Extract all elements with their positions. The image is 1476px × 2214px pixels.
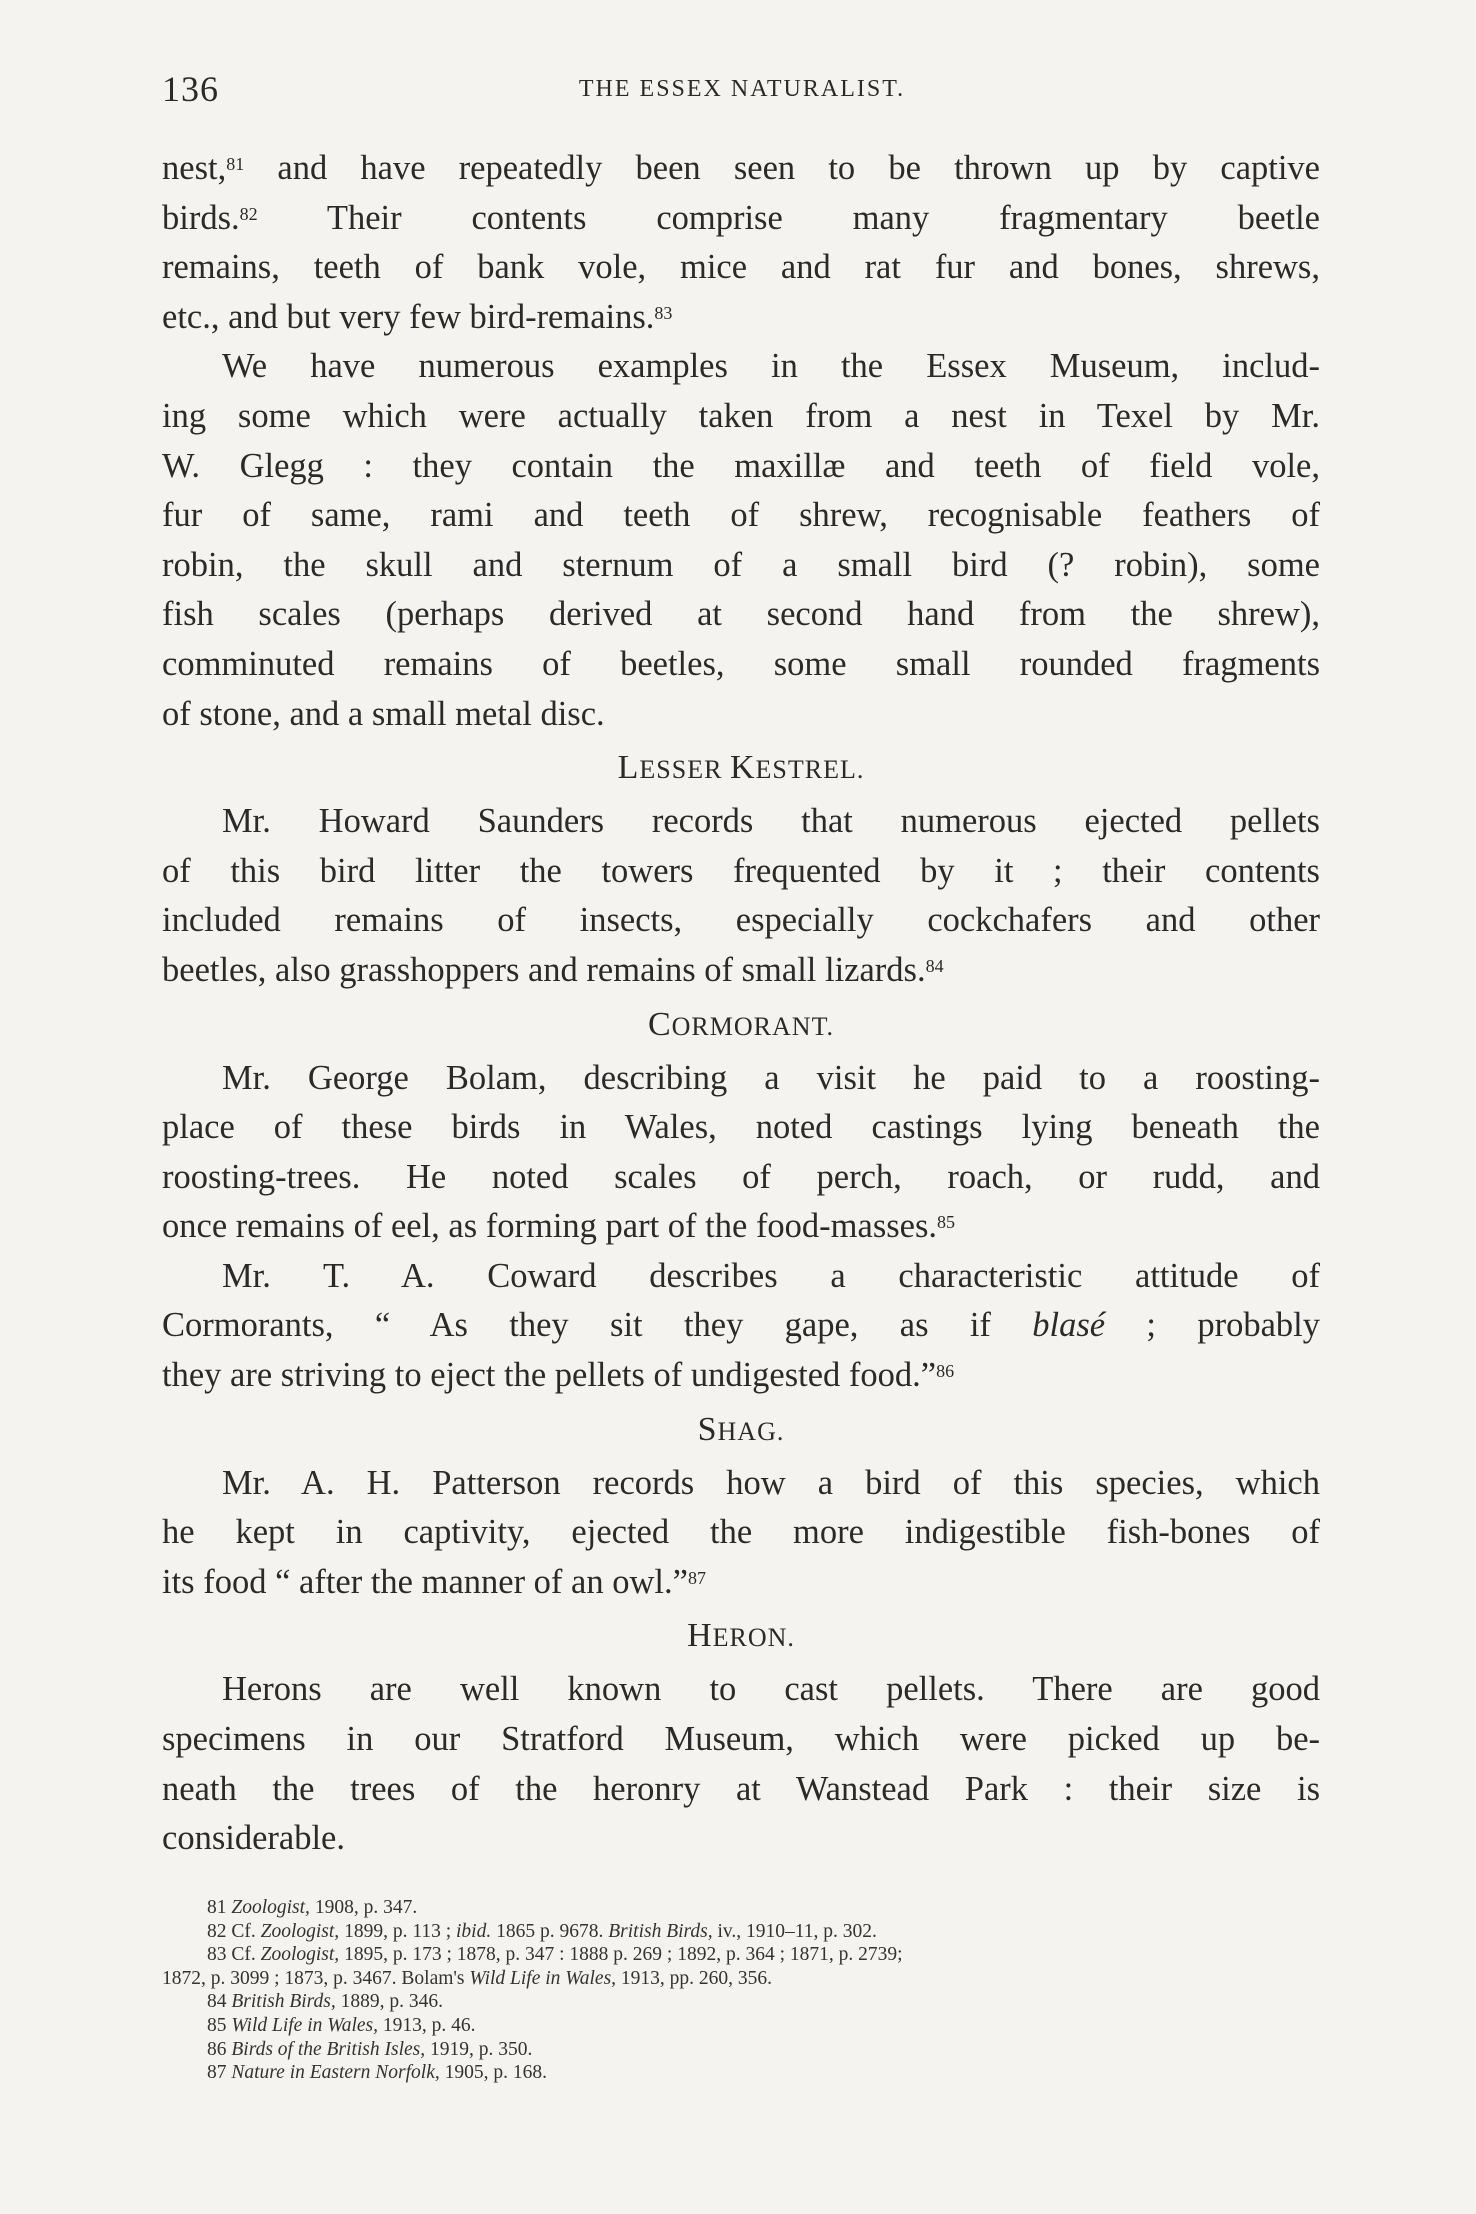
text-line: specimens in our Stratford Museum, which were picked up be- <box>162 1720 1320 1759</box>
text-line: of stone, and a small metal disc. <box>162 694 605 733</box>
footnote-ref: 83 <box>654 302 673 323</box>
footnote-ref: 87 <box>687 1567 706 1588</box>
footnote-82: 82 Cf. Zoologist, 1899, p. 113 ; ibid. 1865 p. 9678. British Birds, iv., 1910–11, p. 302. <box>207 1920 877 1942</box>
running-title: THE ESSEX NATURALIST. <box>578 76 906 102</box>
text-line: Mr. T. A. Coward describes a characteristic attitude of <box>222 1256 1320 1295</box>
footnote-83: 83 Cf. Zoologist, 1895, p. 173 ; 1878, p. 347 : 1888 p. 269 ; 1892, p. 364 ; 1871, p. 2739; <box>207 1944 903 1966</box>
footnote-86: 86 Birds of the British Isles, 1919, p. 350. <box>207 2038 533 2060</box>
text-line: Mr. George Bolam, describing a visit he paid to a roosting- <box>222 1058 1320 1097</box>
text-line: they are striving to eject the pellets of undigested food.”$^{86}$ <box>162 1356 955 1395</box>
section-heading-heron: HERON. <box>687 1617 795 1655</box>
section-heading-lesser-kestrel: LESSER KESTREL. <box>617 749 865 787</box>
text-line: ing some which were actually taken from a nest in Texel by Mr. <box>162 396 1320 435</box>
text-line: Cormorants, “ As they sit they gape, as if blasé ; probably <box>162 1306 1320 1345</box>
section-heading-shag: SHAG. <box>697 1410 785 1448</box>
text-line: nest,$^{81}$ and have repeatedly been seen to be thrown up by captive <box>162 149 1320 187</box>
text-line: Mr. Howard Saunders records that numerous ejected pellets <box>222 802 1320 841</box>
text-line: neath the trees of the heronry at Wanstead Park : their size is <box>162 1769 1320 1808</box>
text-line: place of these birds in Wales, noted castings lying beneath the <box>162 1108 1320 1147</box>
text-line: roosting-trees. He noted scales of perch, roach, or rudd, and <box>162 1157 1320 1196</box>
text-line: once remains of eel, as forming part of the food-masses.$^{85}$ <box>162 1207 956 1246</box>
text-line: its food “ after the manner of an owl.”$^{87}$ <box>162 1562 706 1601</box>
page-number: 136 <box>162 69 219 109</box>
footnotes <box>162 1896 1320 2085</box>
footnote-ref: 86 <box>936 1361 955 1382</box>
running-head <box>162 68 1322 118</box>
footnote-85: 85 Wild Life in Wales, 1913, p. 46. <box>207 2014 476 2036</box>
text-line: We have numerous examples in the Essex Museum, includ- <box>222 347 1320 386</box>
footnote-ref: 84 <box>925 955 944 976</box>
text-line: W. Glegg : they contain the maxillæ and teeth of field vole, <box>162 446 1320 485</box>
text-line: Herons are well known to cast pellets. There are good <box>222 1670 1320 1709</box>
text-line: of this bird litter the towers frequented by it ; their contents <box>162 851 1320 890</box>
body-text <box>162 144 1320 1864</box>
text-line: beetles, also grasshoppers and remains of small lizards.$^{84}$ <box>162 950 944 989</box>
footnote-ref: 85 <box>937 1212 956 1233</box>
text-line: robin, the skull and sternum of a small bird (? robin), some <box>162 545 1320 584</box>
text-line: remains, teeth of bank vole, mice and rat fur and bones, shrews, <box>162 248 1320 287</box>
text-line: etc., and but very few bird-remains.$^{83}$ <box>162 297 673 336</box>
footnote-81: 81 Zoologist, 1908, p. 347. <box>207 1897 418 1918</box>
text-line: birds.$^{82}$ Their contents comprise many fragmentary beetle <box>162 198 1320 237</box>
text-line: considerable. <box>162 1819 345 1858</box>
text-line: he kept in captivity, ejected the more indigestible fish-bones of <box>162 1513 1320 1552</box>
footnote-83-continued: 1872, p. 3099 ; 1873, p. 3467. Bolam's Wild Life in Wales, 1913, pp. 260, 356. <box>162 1967 773 1989</box>
text-line: fish scales (perhaps derived at second hand from the shrew), <box>162 595 1320 634</box>
text-line: included remains of insects, especially cockchafers and other <box>162 901 1320 940</box>
text-line: comminuted remains of beetles, some small rounded fragments <box>162 644 1320 683</box>
text-line: Mr. A. H. Patterson records how a bird of this species, which <box>222 1463 1320 1502</box>
text-line: fur of same, rami and teeth of shrew, recognisable feathers of <box>162 496 1320 535</box>
footnote-84: 84 British Birds, 1889, p. 346. <box>207 1991 443 2013</box>
footnote-87: 87 Nature in Eastern Norfolk, 1905, p. 168. <box>207 2062 547 2084</box>
footnote-ref: 82 <box>239 203 258 224</box>
footnote-ref: 81 <box>226 154 245 174</box>
section-heading-cormorant: CORMORANT. <box>647 1005 835 1043</box>
